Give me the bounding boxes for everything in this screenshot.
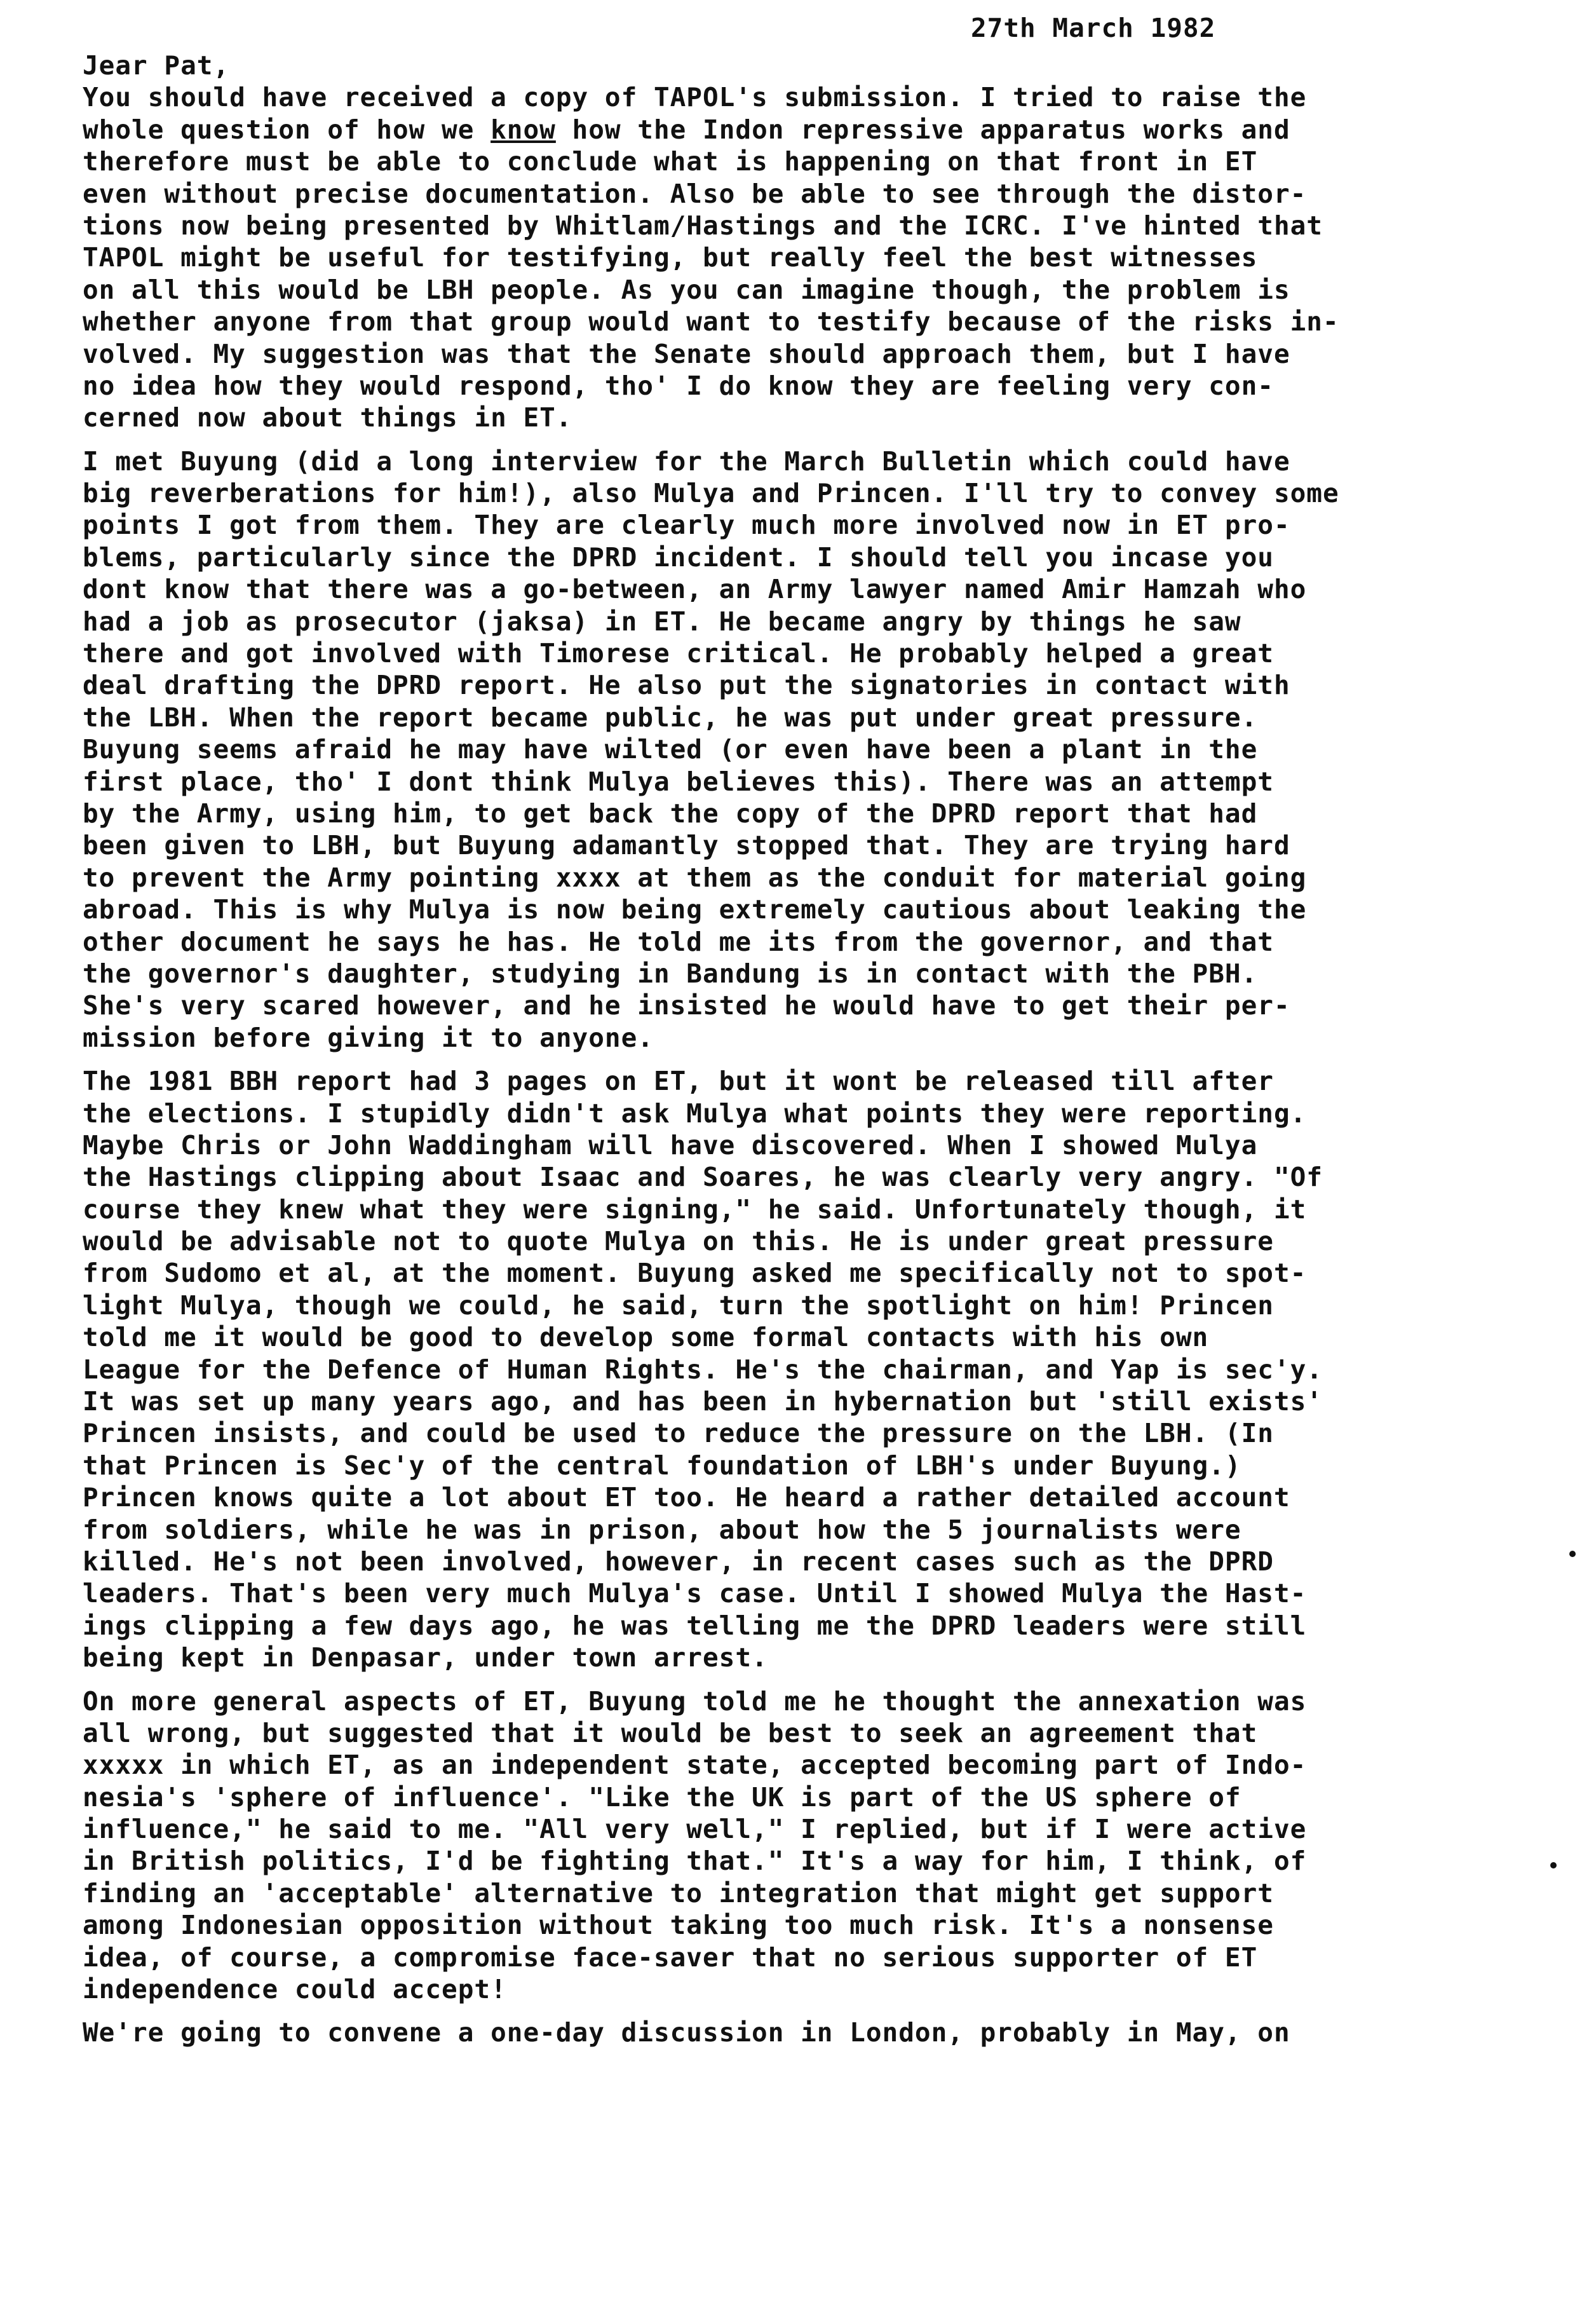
text-line: points I got from them. They are clearly much more involved now in ET pro- <box>83 510 1290 541</box>
paragraph <box>83 1065 1595 1673</box>
text-line: tions now being presented by Whitlam/Hastings and the ICRC. I've hinted that <box>83 210 1323 241</box>
letter-body <box>83 50 1595 2060</box>
text-line: Princen insists, and could be used to reduce the pressure on the LBH. (In <box>83 1418 1274 1449</box>
text-line: been given to LBH, but Buyung adamantly stopped that. They are trying hard <box>83 830 1290 861</box>
text-line: blems, particularly since the DPRD incident. I should tell you incase you <box>83 541 1274 573</box>
text-line: by the Army, using him, to get back the copy of the DPRD report that had <box>83 798 1258 829</box>
text-line: the Hastings clipping about Isaac and Soares, he was clearly very angry. "Of <box>83 1162 1323 1193</box>
text-line: I met Buyung (did a long interview for the March Bulletin which could have <box>83 446 1290 477</box>
text-line: light Mulya, though we could, he said, turn the spotlight on him! Princen <box>83 1290 1274 1321</box>
text-line: independence could accept! <box>83 1974 507 2005</box>
underlined-word: know <box>490 114 556 145</box>
text-line: The 1981 BBH report had 3 pages on ET, but it wont be released till after <box>83 1066 1274 1097</box>
text-line: TAPOL might be useful for testifying, but really feel the best witnesses <box>83 242 1258 273</box>
text-line: being kept in Denpasar, under town arrest. <box>83 1642 768 1673</box>
text-line: volved. My suggestion was that the Senate should approach them, but I have <box>83 338 1290 369</box>
letter-date: 27th March 1982 <box>971 13 1216 43</box>
ink-spot <box>1569 1551 1576 1557</box>
text-line: would be advisable not to quote Mulya on this. He is under great pressure <box>83 1226 1274 1257</box>
text-line: Buyung seems afraid he may have wilted (or even have been a plant in the <box>83 734 1258 765</box>
text-line: other document he says he has. He told me its from the governor, and that <box>83 926 1274 957</box>
text-line: from soldiers, while he was in prison, about how the 5 journalists were <box>83 1514 1241 1545</box>
text-line: even without precise documentation. Also be able to see through the distor- <box>83 178 1307 209</box>
text-line: the governor's daughter, studying in Bandung is in contact with the PBH. <box>83 958 1258 989</box>
text-line: deal drafting the DPRD report. He also put the signatories in contact with <box>83 670 1290 701</box>
text-line: whether anyone from that group would want to testify because of the risks in- <box>83 306 1339 337</box>
text-line: It was set up many years ago, and has been in hybernation but 'still exists' <box>83 1386 1323 1417</box>
text-line: cerned now about things in ET. <box>83 402 572 433</box>
text-line: no idea how they would respond, tho' I do know they are feeling very con- <box>83 370 1274 401</box>
text-line: told me it would be good to develop some formal contacts with his own <box>83 1322 1209 1353</box>
ink-spot <box>1550 1862 1557 1868</box>
text-line: big reverberations for him!), also Mulya and Princen. I'll try to convey some <box>83 478 1339 509</box>
text-line: She's very scared however, and he insisted he would have to get their per- <box>83 990 1290 1021</box>
text-line: on all this would be LBH people. As you can imagine though, the problem is <box>83 274 1290 305</box>
text-line: Jear Pat, <box>83 50 230 81</box>
text-line: killed. He's not been involved, however, in recent cases such as the DPRD <box>83 1546 1274 1577</box>
text-line: idea, of course, a compromise face-saver that no serious supporter of ET <box>83 1942 1258 1973</box>
text-line: You should have received a copy of TAPOL's submission. I tried to raise the <box>83 82 1307 113</box>
text-line: ings clipping a few days ago, he was telling me the DPRD leaders were still <box>83 1610 1307 1641</box>
text-line: influence," he said to me. "All very well," I replied, but if I were active <box>83 1814 1307 1845</box>
text-line: leaders. That's been very much Mulya's case. Until I showed Mulya the Hast- <box>83 1578 1307 1609</box>
text-line: the LBH. When the report became public, he was put under great pressure. <box>83 702 1258 733</box>
text-line: finding an 'acceptable' alternative to integration that might get support <box>83 1877 1274 1909</box>
text-line: therefore must be able to conclude what is happening on that front in ET <box>83 146 1258 177</box>
text-line: abroad. This is why Mulya is now being extremely cautious about leaking the <box>83 894 1307 925</box>
text-line: that Princen is Sec'y of the central foundation of LBH's under Buyung.) <box>83 1450 1241 1481</box>
text-line: there and got involved with Timorese critical. He probably helped a great <box>83 638 1274 669</box>
text-line: We're going to convene a one-day discussion in London, probably in May, on <box>83 2017 1290 2048</box>
paragraph <box>83 2017 1595 2048</box>
text-line: mission before giving it to anyone. <box>83 1022 654 1053</box>
text-line: had a job as prosecutor (jaksa) in ET. He became angry by things he saw <box>83 606 1241 637</box>
text-line: to prevent the Army pointing xxxx at them as the conduit for material going <box>83 862 1307 893</box>
text-line: from Sudomo et al, at the moment. Buyung asked me specifically not to spot- <box>83 1258 1307 1289</box>
text-line: all wrong, but suggested that it would be best to seek an agreement that <box>83 1717 1258 1748</box>
text-line: first place, tho' I dont think Mulya believes this). There was an attempt <box>83 766 1274 797</box>
text-line: xxxxx in which ET, as an independent state, accepted becoming part of Indo- <box>83 1750 1307 1781</box>
text-line: whole question of how we know how the Indon repressive apparatus works and <box>83 114 1290 145</box>
text-line: nesia's 'sphere of influence'. "Like the UK is part of the US sphere of <box>83 1781 1241 1813</box>
text-line: in British politics, I'd be fighting that." It's a way for him, I think, of <box>83 1846 1307 1877</box>
paragraph <box>83 446 1595 1054</box>
text-line: course they knew what they were signing," he said. Unfortunately though, it <box>83 1194 1307 1225</box>
text-line: Maybe Chris or John Waddingham will have discovered. When I showed Mulya <box>83 1129 1258 1160</box>
text-line: On more general aspects of ET, Buyung told me he thought the annexation was <box>83 1685 1307 1717</box>
text-line: among Indonesian opposition without taking too much risk. It's a nonsense <box>83 1910 1274 1941</box>
text-line: dont know that there was a go-between, an Army lawyer named Amir Hamzah who <box>83 574 1307 605</box>
paragraph <box>83 1685 1595 2006</box>
text-line: League for the Defence of Human Rights. He's the chairman, and Yap is sec'y. <box>83 1354 1323 1385</box>
text-line: Princen knows quite a lot about ET too. He heard a rather detailed account <box>83 1482 1290 1513</box>
paragraph <box>83 50 1595 434</box>
text-line: the elections. I stupidly didn't ask Mulya what points they were reporting. <box>83 1098 1307 1129</box>
